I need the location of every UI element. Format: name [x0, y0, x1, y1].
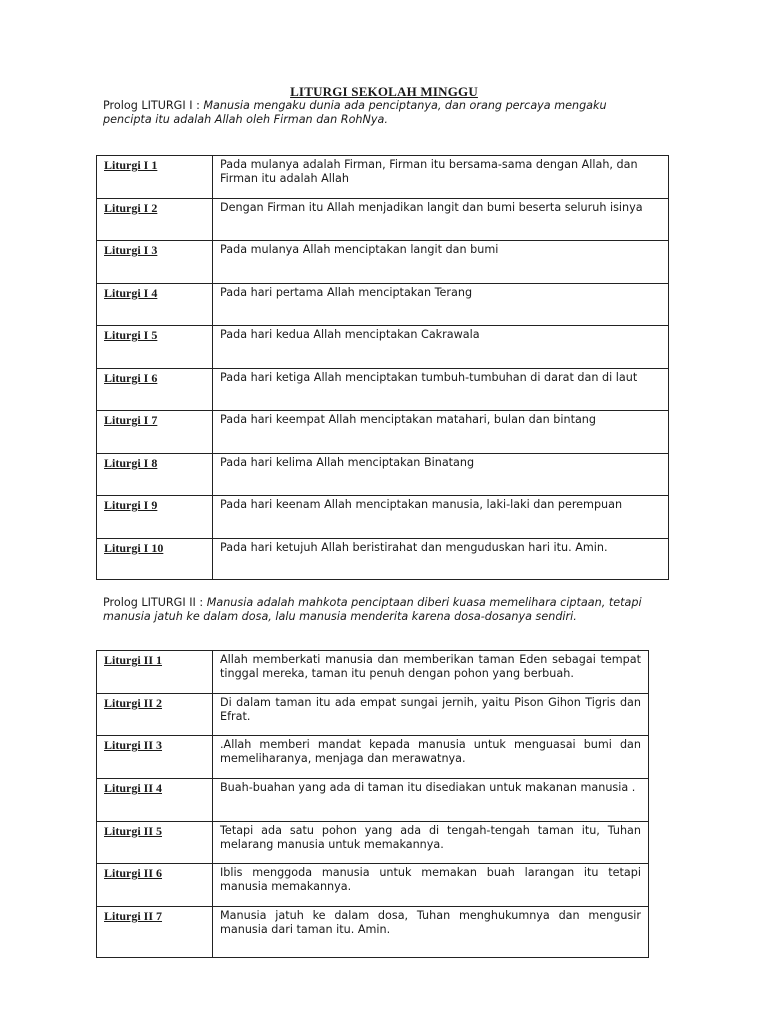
row-label: Liturgi I 7: [104, 413, 158, 427]
row-label-cell: [97, 326, 213, 369]
row-text: Pada hari kelima Allah menciptakan Binatang: [213, 453, 669, 496]
row-label: Liturgi II 2: [104, 695, 163, 710]
table-row: [97, 864, 649, 907]
prolog-1-text: Manusia mengaku dunia ada penciptanya, dan orang percaya mengaku pencipta itu adalah Allah oleh Firman dan RohNya.: [103, 99, 607, 126]
table-row: [97, 156, 669, 199]
row-text: Pada hari keempat Allah menciptakan matahari, bulan dan bintang: [213, 411, 669, 454]
row-text: Pada hari ketiga Allah menciptakan tumbuh-tumbuhan di darat dan di laut: [213, 368, 669, 411]
table-row: [97, 326, 669, 369]
row-text: Dengan Firman itu Allah menjadikan langit dan bumi beserta seluruh isinya: [213, 198, 669, 241]
prolog-2-lead: Prolog LITURGI II :: [103, 596, 207, 609]
row-label: Liturgi I 10: [104, 540, 164, 555]
row-label-cell: [97, 907, 213, 958]
table-row: [97, 198, 669, 241]
table-row: [97, 411, 669, 454]
row-label: Liturgi I 9: [104, 498, 158, 512]
row-label-cell: [97, 411, 213, 454]
row-text: Manusia jatuh ke dalam dosa, Tuhan menghukumnya dan mengusir manusia dari taman itu. Amin.: [213, 907, 649, 958]
row-label: Liturgi II 6: [104, 866, 163, 881]
row-label: Liturgi II 1: [104, 653, 163, 667]
row-label-cell: [97, 821, 213, 864]
row-label-cell: [97, 368, 213, 411]
table-row: [97, 453, 669, 496]
row-label-cell: [97, 736, 213, 779]
row-label: Liturgi II 5: [104, 823, 163, 838]
row-text: Pada mulanya adalah Firman, Firman itu bersama-sama dengan Allah, dan Firman itu adalah Allah: [213, 156, 669, 199]
table-row: [97, 779, 649, 822]
table-row: [97, 736, 649, 779]
row-label: Liturgi I 8: [104, 455, 158, 470]
row-label: Liturgi I 1: [104, 158, 158, 172]
row-text: Tetapi ada satu pohon yang ada di tengah-tengah taman itu, Tuhan melarang manusia untuk memakannya.: [213, 821, 649, 864]
table-row: [97, 651, 649, 694]
row-text: Pada hari keenam Allah menciptakan manusia, laki-laki dan perempuan: [213, 496, 669, 539]
row-label-cell: [97, 283, 213, 326]
row-label: Liturgi I 2: [104, 200, 158, 215]
table-row: [97, 821, 649, 864]
row-text: Pada hari ketujuh Allah beristirahat dan menguduskan hari itu. Amin.: [213, 538, 669, 580]
row-text: Pada hari pertama Allah menciptakan Terang: [213, 283, 669, 326]
row-text: Pada mulanya Allah menciptakan langit dan bumi: [213, 241, 669, 284]
prolog-liturgi-2: [103, 596, 655, 624]
table-row: [97, 283, 669, 326]
row-label: Liturgi II 3: [104, 738, 163, 753]
row-text: .Allah memberi mandat kepada manusia untuk menguasai bumi dan memeliharanya, menjaga dan merawatnya.: [213, 736, 649, 779]
prolog-1-lead: Prolog LITURGI I :: [103, 99, 204, 112]
page-title: LITURGI SEKOLAH MINGGU: [290, 84, 478, 99]
row-label-cell: [97, 651, 213, 694]
row-label-cell: [97, 864, 213, 907]
row-label: Liturgi II 7: [104, 909, 163, 924]
prolog-2-text: Manusia adalah mahkota penciptaan diberi kuasa memelihara ciptaan, tetapi manusia jatuh ke dalam dosa, lalu manusia menderita karena dosa-dosanya sendiri.: [103, 596, 642, 623]
liturgi-2-table: [96, 650, 649, 958]
table-row: [97, 496, 669, 539]
row-label: Liturgi I 6: [104, 370, 158, 385]
row-label: Liturgi II 4: [104, 781, 163, 796]
table-row: [97, 907, 649, 958]
row-label-cell: [97, 779, 213, 822]
prolog-liturgi-1: [103, 99, 655, 127]
row-label-cell: [97, 693, 213, 736]
row-label: Liturgi I 4: [104, 285, 158, 300]
row-label: Liturgi I 5: [104, 328, 158, 342]
row-label-cell: [97, 538, 213, 580]
row-text: Pada hari kedua Allah menciptakan Cakrawala: [213, 326, 669, 369]
liturgi-1-table: [96, 155, 669, 580]
table-row: [97, 368, 669, 411]
row-label-cell: [97, 496, 213, 539]
row-label: Liturgi I 3: [104, 243, 158, 257]
row-text: Iblis menggoda manusia untuk memakan buah larangan itu tetapi manusia memakannya.: [213, 864, 649, 907]
row-label-cell: [97, 198, 213, 241]
row-text: Di dalam taman itu ada empat sungai jernih, yaitu Pison Gihon Tigris dan Efrat.: [213, 693, 649, 736]
table-row: [97, 241, 669, 284]
row-label-cell: [97, 156, 213, 199]
row-label-cell: [97, 453, 213, 496]
table-row: [97, 693, 649, 736]
row-text: Buah-buahan yang ada di taman itu disediakan untuk makanan manusia .: [213, 779, 649, 822]
row-text: Allah memberkati manusia dan memberikan taman Eden sebagai tempat tinggal mereka, taman itu penuh dengan pohon yang berbuah.: [213, 651, 649, 694]
row-label-cell: [97, 241, 213, 284]
table-row: [97, 538, 669, 580]
